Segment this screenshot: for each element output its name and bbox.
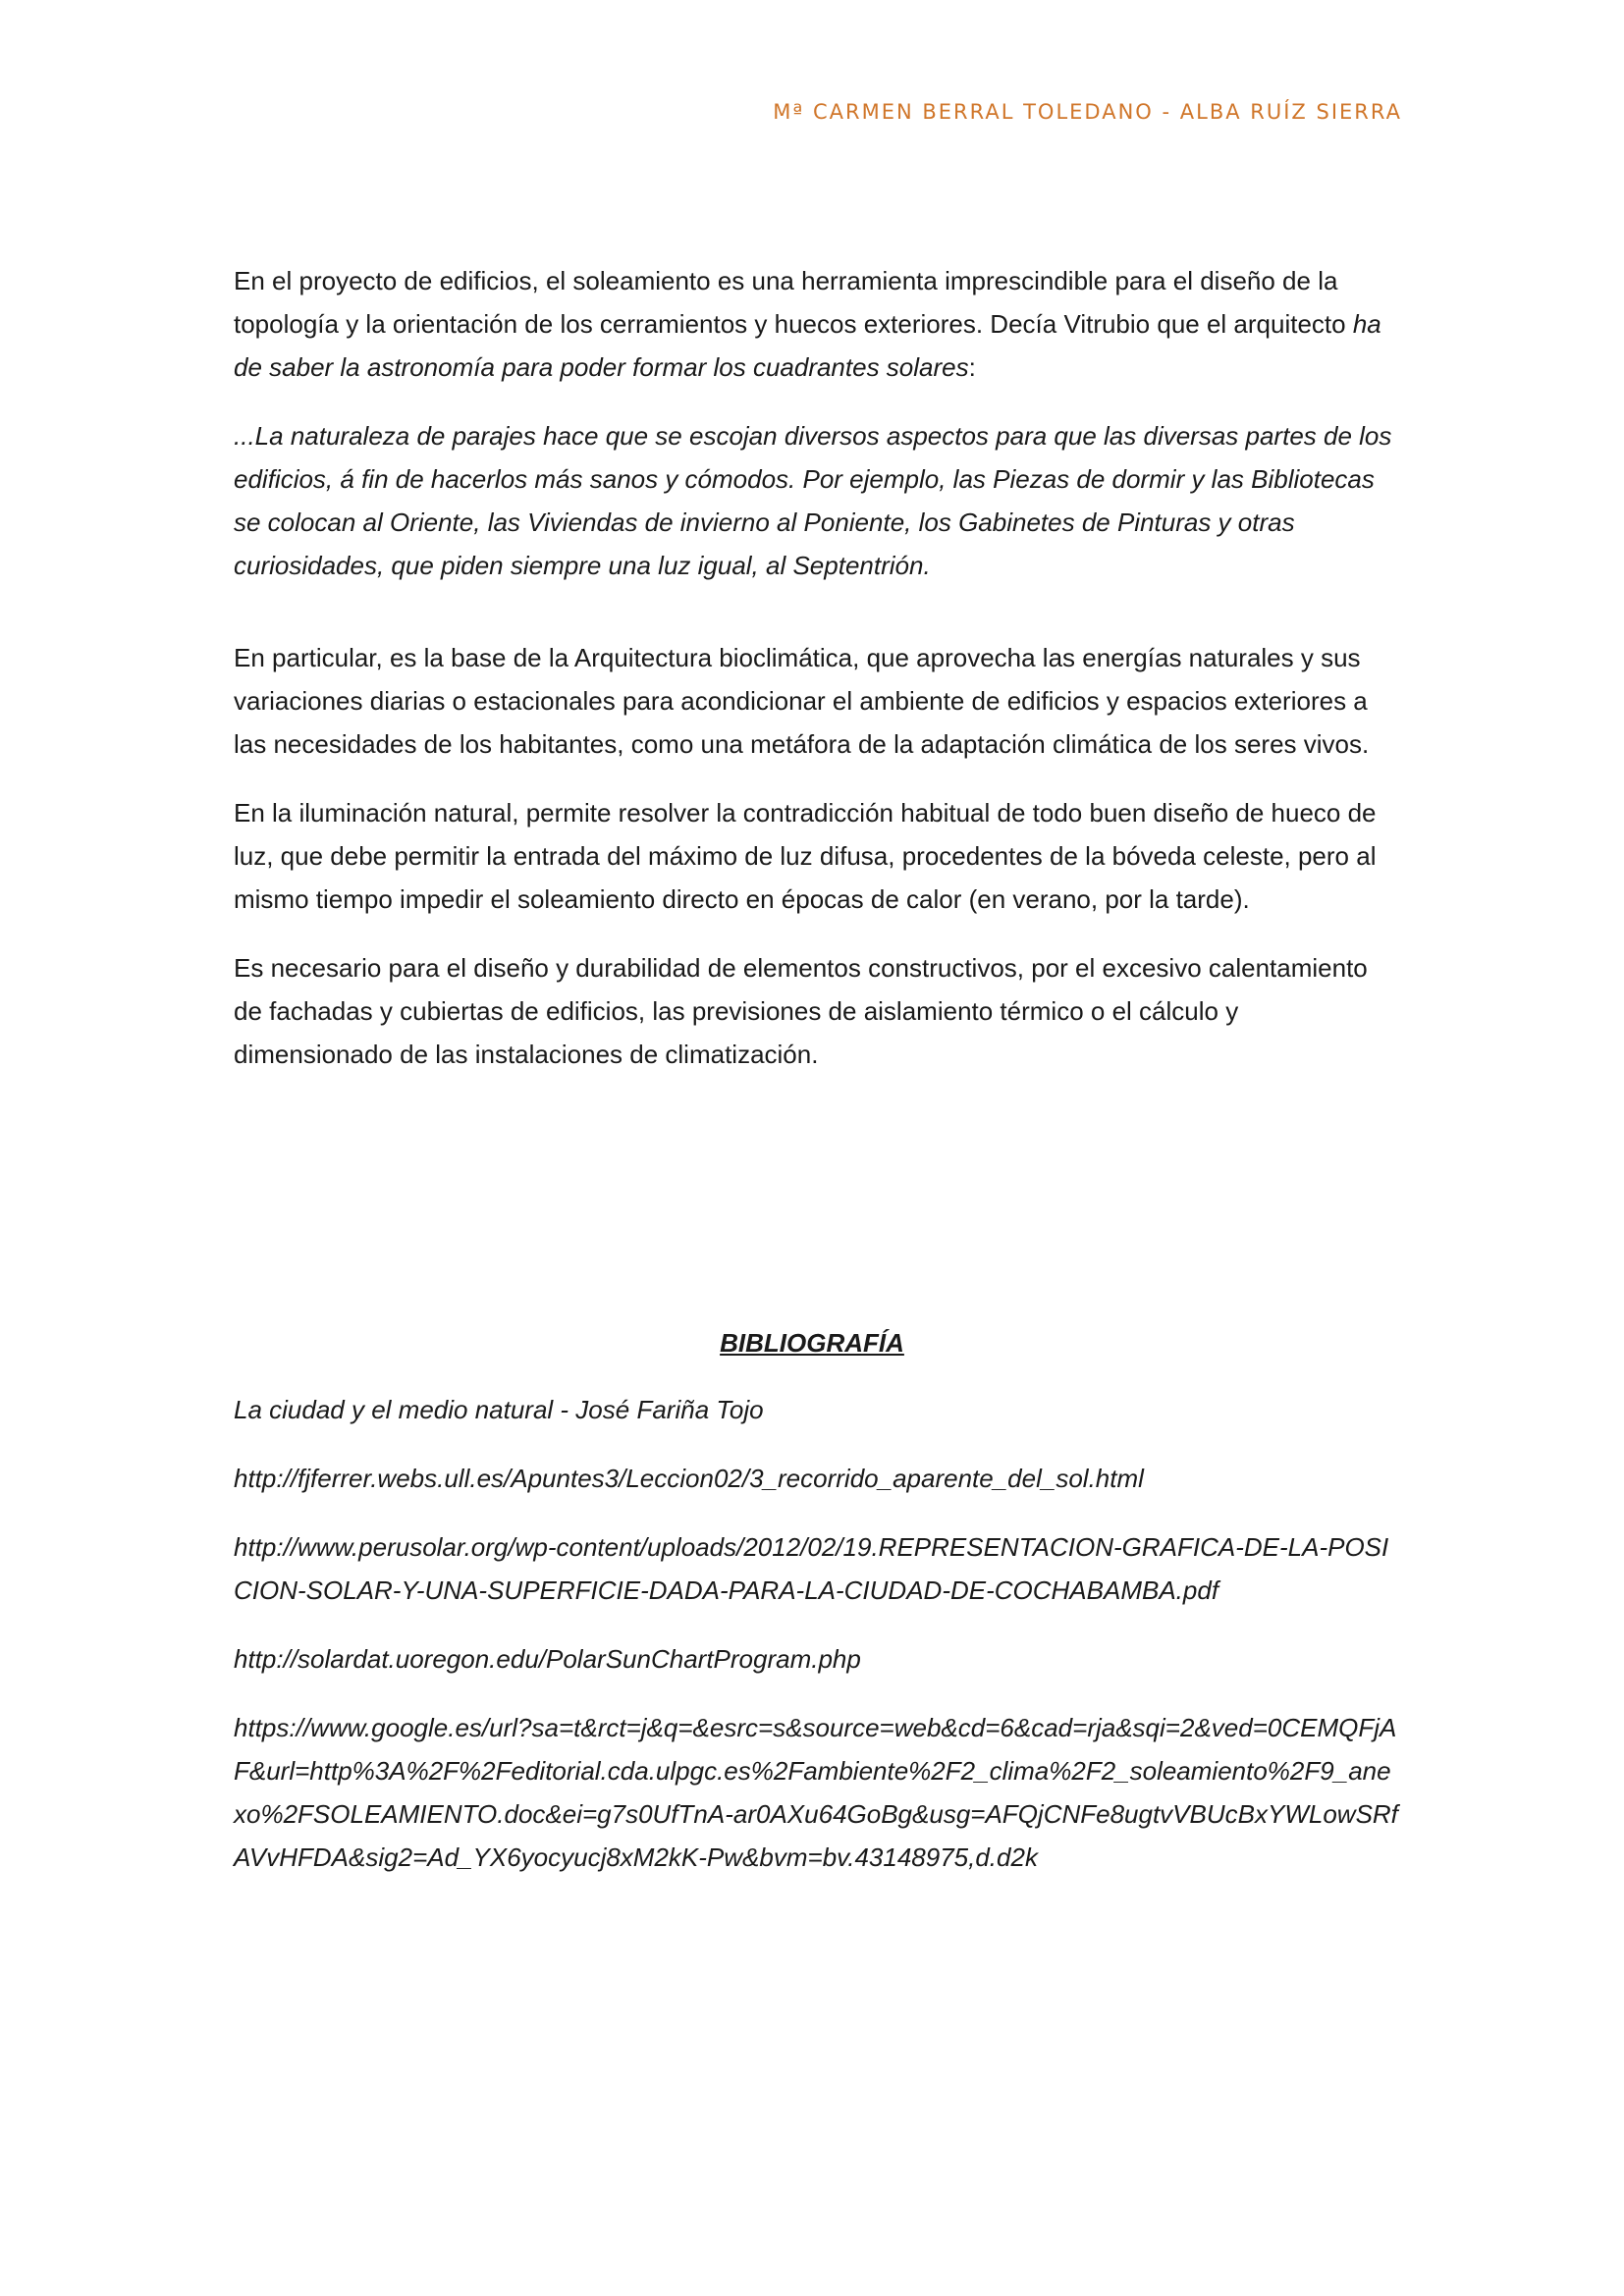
paragraph-bioclimatic: En particular, es la base de la Arquitectura bioclimática, que aprovecha las energías naturales y sus variaciones diarias o estacionales para acondicionar el ambiente de edificios y espacios exteriores a las necesidades de los habitantes, como una metáfora de la adaptación climática de los seres vivos.	[234, 643, 1370, 759]
bibliography-link-perusolar[interactable]: http://www.perusolar.org/wp-content/uploads/2012/02/19.REPRESENTACION-GRAFICA-DE-LA-POSICION-SOLAR-Y-UNA-SUPERFICIE-DADA-PARA-LA-CIUDAD-DE-COCHABAMBA.pdf	[234, 1532, 1389, 1605]
bibliography-entry-book: La ciudad y el medio natural - José Fariña Tojo	[234, 1395, 764, 1424]
paragraph-durability: Es necesario para el diseño y durabilidad de elementos constructivos, por el excesivo calentamiento de fachadas y cubiertas de edificios, las previsiones de aislamiento térmico o el cálculo y dimensionado de las instalaciones de climatización.	[234, 953, 1368, 1069]
bibliography-link-solardat[interactable]: http://solardat.uoregon.edu/PolarSunChartProgram.php	[234, 1644, 861, 1674]
paragraph-vitrubio-quote	[234, 414, 1402, 587]
bibliography-link-fjferrer[interactable]: http://fjferrer.webs.ull.es/Apuntes3/Leccion02/3_recorrido_aparente_del_sol.html	[234, 1464, 1144, 1493]
paragraph-natural-lighting: En la iluminación natural, permite resolver la contradicción habitual de todo buen diseño de hueco de luz, que debe permitir la entrada del máximo de luz difusa, procedentes de la bóveda celeste, pero al mismo tiempo impedir el soleamiento directo en épocas de calor (en verano, por la tarde).	[234, 798, 1377, 914]
vitrubio-quote-block: ...La naturaleza de parajes hace que se escojan diversos aspectos para que las diversas partes de los edificios, á fin de hacerlos más sanos y cómodos. Por ejemplo, las Piezas de dormir y las Bibliotecas se colocan al Oriente, las Viviendas de invierno al Poniente, los Gabinetes de Pinturas y otras curiosidades, que piden siempre una luz igual, al Septentrión.	[234, 421, 1392, 580]
page-header-authors: Mª CARMEN BERRAL TOLEDANO - ALBA RUÍZ SIERRA	[773, 100, 1402, 124]
paragraph-intro-end: :	[968, 352, 976, 382]
paragraph-intro-text: En el proyecto de edificios, el soleamiento es una herramienta imprescindible para el diseño de la topología y la orientación de los cerramientos y huecos exteriores. Decía Vitrubio que el arquitecto	[234, 266, 1353, 339]
document-body	[234, 259, 1402, 1076]
vitrubio-quote-inline: ha de saber la astronomía para poder formar los cuadrantes solares	[234, 309, 1381, 382]
bibliography-list	[234, 1388, 1402, 1904]
bibliography-link-google[interactable]: https://www.google.es/url?sa=t&rct=j&q=&esrc=s&source=web&cd=6&cad=rja&sqi=2&ved=0CEMQFjAF&url=http%3A%2F%2Feditorial.cda.ulpgc.es%2Fambiente%2F2_clima%2F2_soleamiento%2F9_anexo%2FSOLEAMIENTO.doc&ei=g7s0UfTnA-ar0AXu64GoBg&usg=AFQjCNFe8ugtvVBUcBxYWLowSRfAVvHFDA&sig2=Ad_YX6yocyucj8xM2kK-Pw&bvm=bv.43148975,d.d2k	[234, 1713, 1398, 1872]
bibliography-heading: BIBLIOGRAFÍA	[720, 1328, 904, 1358]
paragraph-intro	[234, 259, 1402, 389]
